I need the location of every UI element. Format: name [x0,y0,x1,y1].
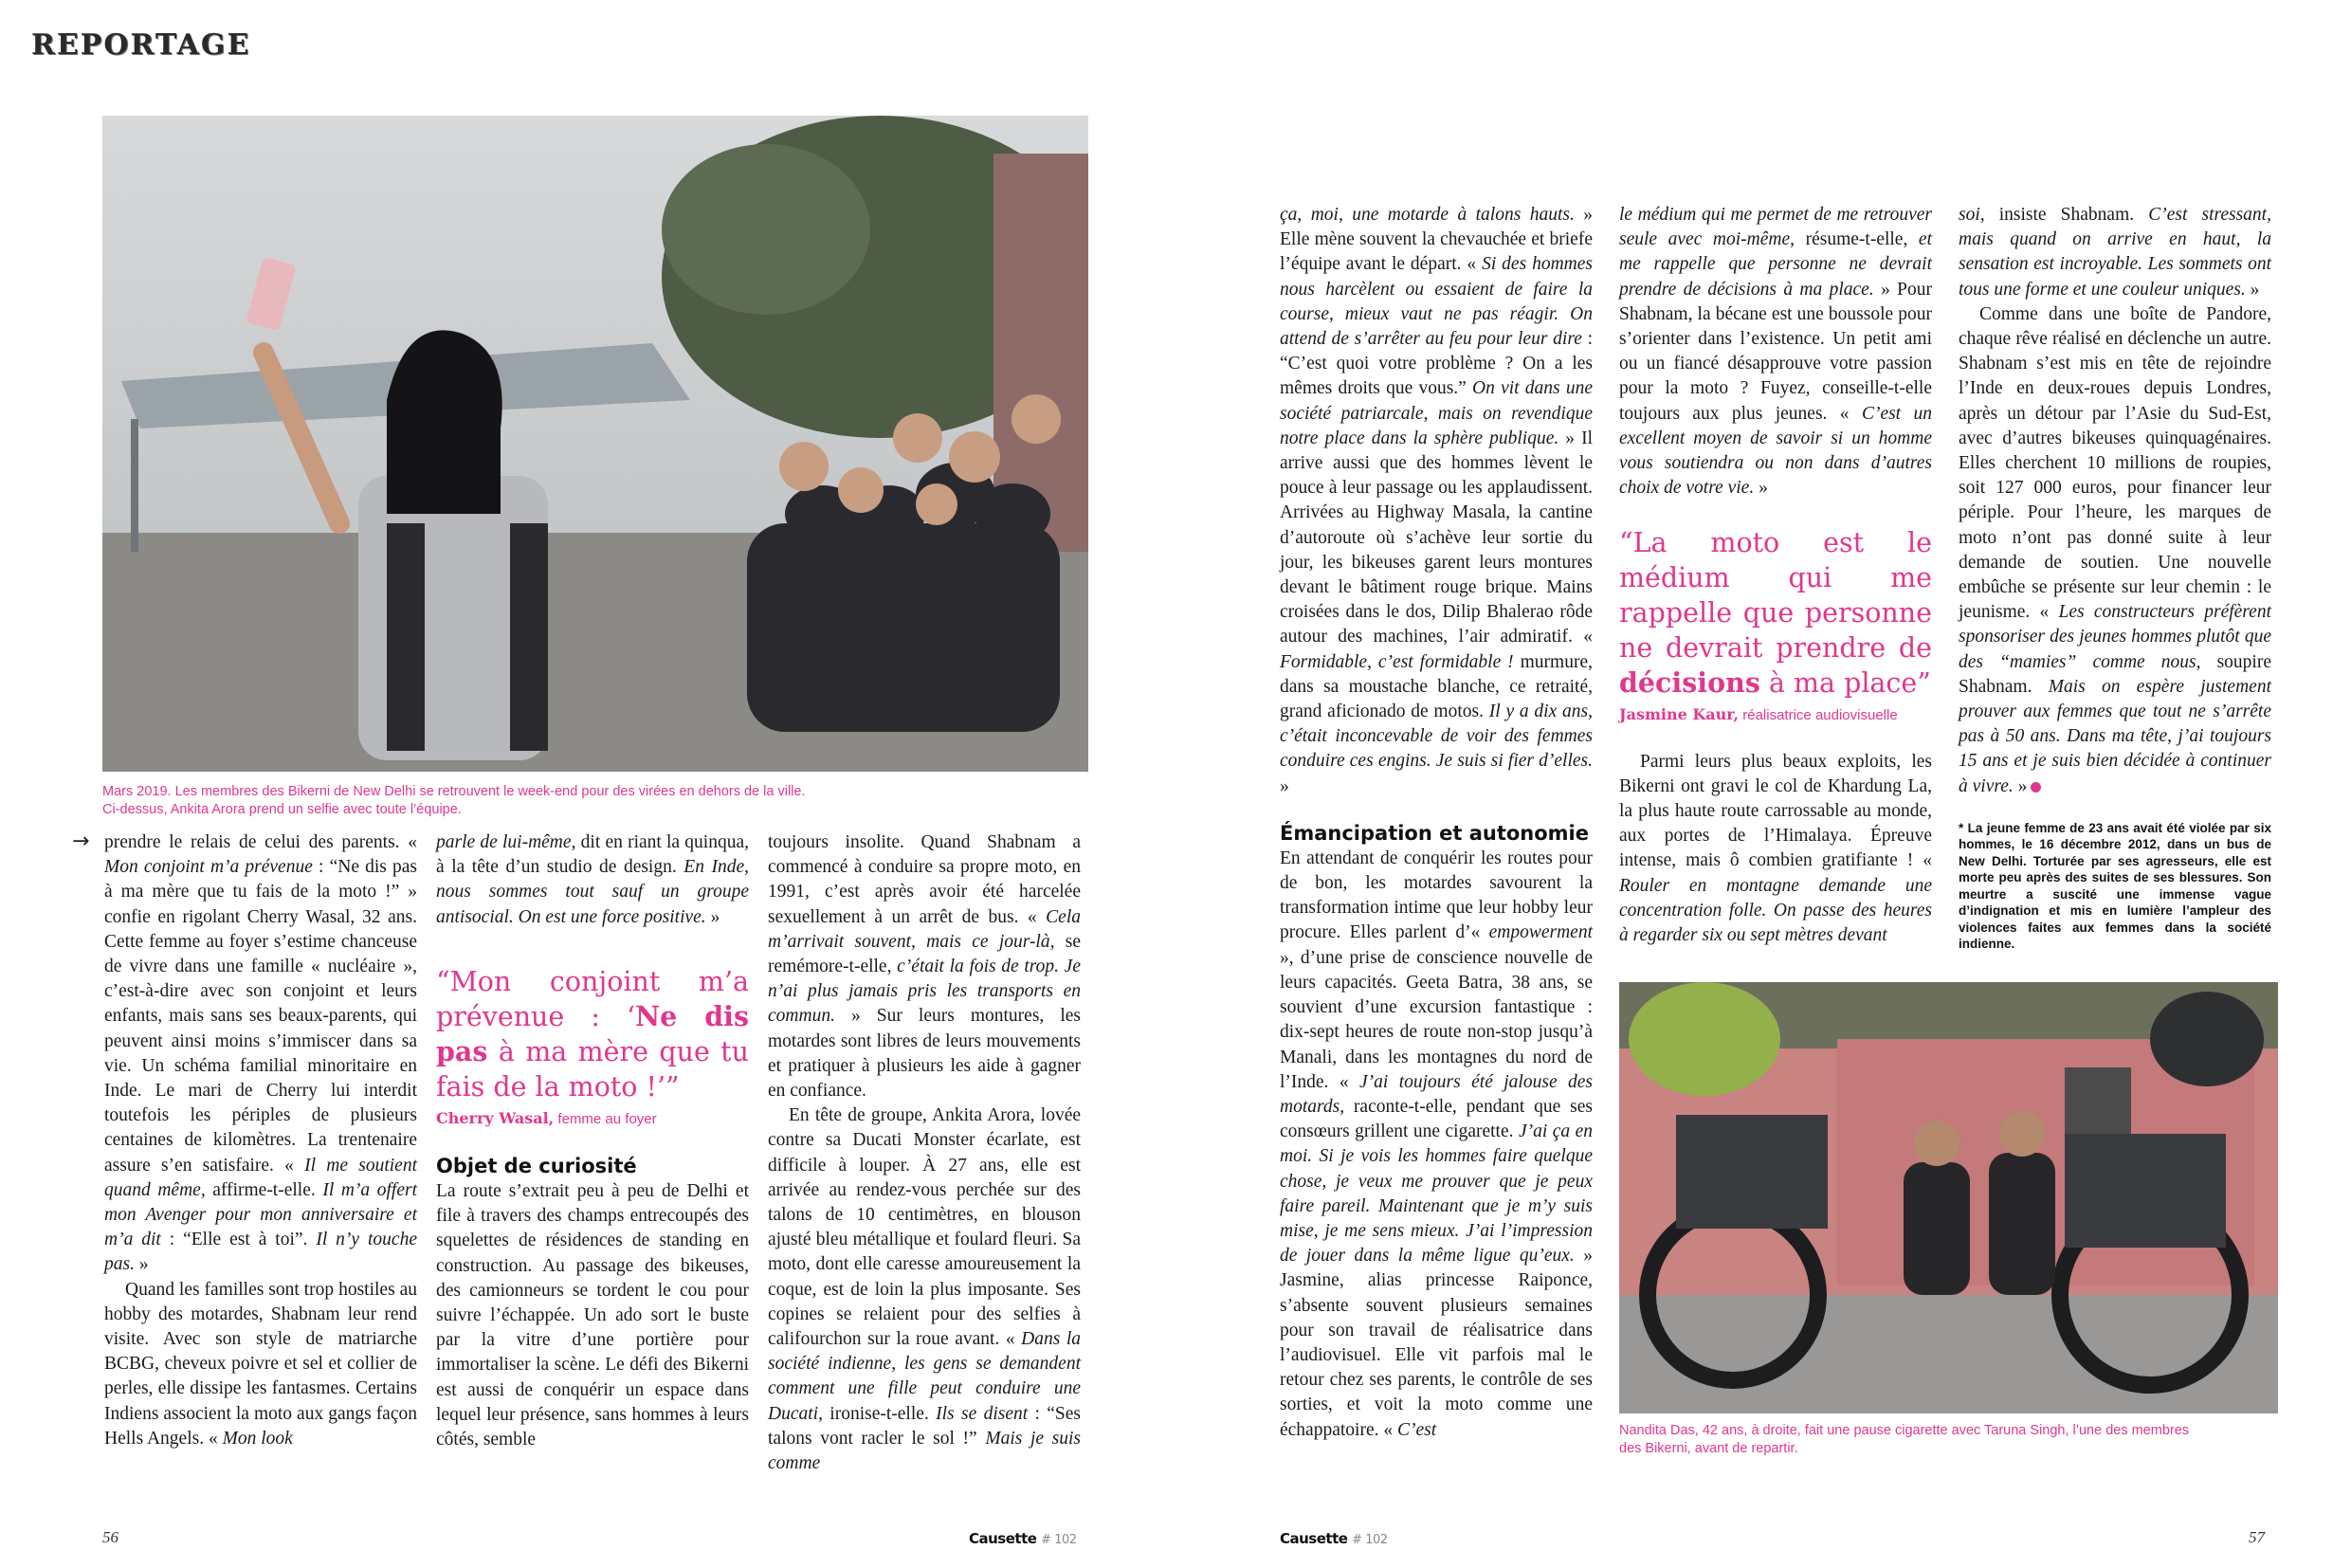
text-run: En tête de groupe, Ankita Arora, lovée contre sa Ducati Monster écarlate, est difficile à louper. À 27 ans, elle est arrivée au rendez-vous perchée sur des talons de 10 centimètres, en blouson ajusté bleu métallique et foulard fleuri. Sa moto, dont elle caresse amoureusement la coque, est de loin la plus imposante. Ses copines se relaient pour des selfies à califourchon sur la roue avant. « [768,1105,1081,1350]
article-column-4 [1280,203,1593,1443]
pull-quote-part: “Mon conjoint m’a prévenue : ‘ [436,965,749,1032]
issue-number: # 102 [1041,1533,1077,1547]
italic-quote-run: c’était la fois de trop. Je n’ai plus jamais pris les transports en commun. [768,957,1081,1027]
text-run: murmure, dans sa moustache blanche, ce retraité, grand aficionado de motos. [1280,651,1593,722]
italic-quote-run: Il n’y touche pas. [104,1230,417,1275]
italic-quote-run: Il m’a offert mon Avenger pour mon anniversaire et m’a dit [104,1179,418,1250]
magazine-footer-left [969,1530,1077,1547]
photo-selfie-illustration [102,116,1088,772]
pull-quote-part: à ma place” [1759,667,1931,700]
pull-quote-text [436,964,749,1104]
text-run: soupire Shabnam. [1959,651,2272,697]
paragraph [1959,302,2271,799]
italic-quote-run: Dans la société indienne, les gens se demandent comment une fille peut conduire une Ducati, [768,1329,1081,1424]
continuation-arrow-icon: → [72,830,90,853]
text-run: Parmi leurs plus beaux exploits, les Bikerni ont gravi le col de Khardung La, la plus haute route carrossable au monde, aux portes de l’Himalaya. Épreuve intense, mais ô combien gratifiante ! « [1619,751,1932,871]
italic-quote-run: Rouler en montagne demande une concentration folle. On passe des heures à regarder six ou sept mètres devant [1619,875,1932,946]
text-run: insiste Shabnam. [1984,205,2149,225]
italic-quote-run: Cela m’arrivait souvent, mais ce jour-là, [768,906,1081,952]
italic-quote-run: empowerment [1488,922,1593,943]
text-run: Quand les familles sont trop hostiles au hobby des motardes, Shabnam leur rend visite. Avec son style de matriarche BCBG, cheveux poivre et sel et collier de perles, elle dissipe les fantasmes. Certains Indiens associent la moto aux gangs façon Hells Angels. « [104,1279,417,1449]
italic-quote-run: C’est un excellent moyen de savoir si un homme vous soutiendra ou non dans d’autres choix de votre vie. [1619,403,1932,499]
text-run: : “C’est quoi votre problème ? On a les mêmes droits que vous.” [1280,329,1594,399]
italic-quote-run: On vit dans une société patriarcale, mais on revendique notre place dans la sphère publique. [1280,378,1593,448]
text-run: » Jasmine, alias princesse Raiponce, s’absente souvent plusieurs semaines pour son travail de réalisatrice dans l’audiovisuel. Elle vit parfois mal le retour chez ses parents, le contrôle de ses sorties, et voit la moto comme une échappatoire. « [1280,1246,1593,1440]
italic-quote-run: soi, [1959,205,1985,225]
italic-quote-run: Mais je suis comme [768,1428,1081,1474]
brand-name: Causette [969,1530,1037,1547]
pull-quote-jasmine [1619,525,1932,728]
text-run: prendre le relais de celui des parents. « [104,832,417,852]
italic-quote-run: parle de lui-même [436,832,572,852]
brand-name: Causette [1280,1530,1348,1547]
page-number-left: 56 [102,1528,118,1546]
photo-pause-illustration [1619,982,2278,1413]
paragraph-text [1959,304,2271,796]
photo-bikers-pause [1619,982,2278,1413]
pull-quote-emphasis: Ne dis pas [436,999,750,1067]
italic-quote-run: le médium qui me permet de me retrouver seule avec moi-même, [1619,205,1932,250]
credit-role: réalisatrice audiovisuelle [1739,707,1898,724]
article-column-6 [1959,203,2271,953]
article-column-2 [436,830,749,1452]
text-run: : “Elle est à toi”. [160,1230,317,1250]
photo2-caption-line1: Nandita Das, 42 ans, à droite, fait une pause cigarette avec Taruna Singh, l’une des membres [1619,1423,2190,1438]
italic-quote-run: Mon conjoint m’a prévenue [104,857,313,878]
italic-quote-run: Formidable, c’est formidable ! [1280,651,1514,672]
text-run: : “Ne dis pas à ma mère que tu fais de la moto !” » confie en rigolant Cherry Wasal, 32 ans. Cette femme au foyer s’estime chanceuse de vivre dans une famille « nucléaire », c’est-à-dire avec son conjoint et leurs enfants, mais sans ses beaux-parents, qui peuvent ainsi moins s’immiscer dans sa vie. Un schéma familial minoritaire en Inde. Le mari de Cherry lui interdit toutefois les périples de plusieurs centaines de kilomètres. La trentenaire assure s’en satisfaire. « [104,857,418,1176]
text-run: raconte-t-elle, pendant que ses consœurs grillent une cigarette. [1280,1096,1593,1142]
text-run: » [2013,775,2028,796]
italic-quote-run: ça, moi, une motarde à talons hauts. [1280,205,1575,225]
text-run: affirme-t-elle. [205,1179,323,1200]
paragraph [1619,203,1932,501]
pull-quote-credit [1619,702,1932,728]
paragraph [1619,750,1932,949]
text-run: » [2245,279,2260,300]
paragraph: La route s’extrait peu à peu de Delhi et file à travers des champs entrecoupés des squelettes de résidences de standing en construction. Au passage des bikeuses, des camionneurs se tordent le cou pour suivre l’échappée. Un ado sort le buste par la vitre d’une portière pour immortaliser la scène. Le défi des Bikerni est aussi de conquérir un espace dans lequel leur présence, sans hommes à leurs côtés, semble [436,1181,749,1450]
issue-number: # 102 [1352,1533,1388,1547]
italic-quote-run: Il me soutient quand même, [104,1155,417,1200]
section-label: REPORTAGE [31,28,251,62]
italic-quote-run: C’est [1396,1419,1437,1440]
text-run: » [705,906,720,927]
italic-quote-run: et me rappelle que personne ne devrait prendre de décisions à ma place. [1619,229,1932,300]
paragraph [104,830,417,1278]
text-run: se remémore-t-elle, [768,931,1081,977]
text-run: » [1280,775,1289,796]
italic-quote-run: Il y a dix ans, c’était inconcevable de voir des femmes conduire ces engins. Je suis si fier d’elles. [1280,702,1593,772]
page-number-right: 57 [2249,1528,2265,1546]
end-mark-dot-icon [2031,782,2041,793]
credit-role: femme au foyer [554,1110,657,1127]
paragraph [1280,847,1593,1443]
subheading-emancipation: Émancipation et autonomie [1280,821,1590,845]
photo2-caption-line2: des Bikerni, avant de repartir. [1619,1441,1798,1456]
article-column-1 [104,830,417,1451]
text-run: » Il arrive aussi que des hommes lèvent le pouce à leur passage ou les applaudissent. Arrivées au Highway Masala, la cantine d’autoroute où s’achève leur sortie du jour, les bikeuses garent leurs montures devant le bâtiment rouge brique. Mains croisées dans le dos, Dilip Bhalerao rôde autour des machines, l’air admiratif. « [1280,428,1593,647]
pull-quote-part: à ma mère que tu fais de la moto !’” [436,1035,749,1103]
pull-quote-part: “La moto est le médium qui me rappelle que personne ne devrait prendre de [1619,527,1932,665]
italic-quote-run: J’ai ça en moi. Si je vois les hommes faire quelque chose, je veux me prouver que je peux faire pareil. Maintenant que je m’y suis mise, je me sens mieux. J’ai l’impression de jouer dans la même ligue qu’eux. [1280,1121,1593,1267]
text-run: toujours insolite. Quand Shabnam a commencé à conduire sa propre moto, en 1991, c’est après avoir été harcelée sexuellement à un arrêt de bus. « [768,832,1081,927]
text-run: » Elle mène souvent la chevauchée et briefe l’équipe avant le départ. « [1280,205,1594,275]
pull-quote-emphasis: décisions [1619,666,1760,700]
pull-quote-text [1619,525,1932,701]
text-run: », d’une prise de conscience nouvelle de leurs capacités. Geeta Batra, 38 ans, se souvient d’une excursion fantastique : dix-sept heures de route non-stop jusqu’à Manali, dans les montagnes du nord de l’Inde. « [1280,947,1593,1092]
article-column-5 [1619,203,1932,948]
text-run: Comme dans une boîte de Pandore, chaque rêve réalisé en déclenche un autre. Shabnam s’est mis en tête de rejoindre l’Inde en deux-roues depuis Londres, après un détour par l’Asie du Sud-Est, avec d’autres bikeuses quinquagénaires. Elles cherchent 10 millions de roupies, soit 127 000 euros, pour financer leur périple. Pour l’heure, les marques de moto n’ont pas donné suite à leur demande de soutien. Une nouvelle embûche se présente sur leur chemin : le jeunisme. « [1959,303,2271,623]
paragraph [436,830,749,930]
article-column-3 [768,830,1081,1476]
photo1-caption-line2: Ci-dessus, Ankita Arora prend un selfie avec toute l’équipe. [102,802,462,817]
paragraph [768,1103,1081,1476]
text-run: , dit en riant la quinqua, à la tête d’un studio de design. [436,832,750,878]
paragraph [1280,203,1593,799]
text-run: » Pour Shabnam, la bécane est une boussole pour s’orienter dans l’existence. Un petit ami ou un fiancé désapprouve votre passion pour la moto ? Fuyez, conseille-t-elle toujours aux plus jeunes. « [1619,279,1933,424]
paragraph [104,1278,417,1451]
text-run: » [134,1254,149,1275]
italic-quote-run: Ils se disent [936,1403,1029,1424]
italic-quote-run: Si des hommes nous harcèlent ou essaient de faire la course, mieux vaut ne pas réagir. On attend de s’arrêter au feu pour leur dire [1280,254,1593,350]
text-run: En attendant de conquérir les routes pour de bon, les motardes savourent la transformation intime que leur hobby leur procure. Elles parlent d’« [1280,848,1593,943]
text-run: : “Ses talons vont racler le sol !” [768,1403,1081,1449]
text-run: ironise-t-elle. [822,1403,937,1424]
magazine-footer-right [1280,1530,1388,1547]
text-run: résume-t-elle, [1795,229,1919,250]
subheading-objet-de-curiosite: Objet de curiosité [436,1155,637,1178]
italic-quote-run: Les constructeurs préfèrent sponsoriser des jeunes hommes plutôt que des “mamies” comme nous, [1959,602,2271,672]
pull-quote-credit [436,1106,749,1132]
photo1-caption [102,783,1088,819]
credit-name: Cherry Wasal, [436,1108,555,1127]
paragraph [768,830,1081,1103]
text-run: » Sur leurs montures, les motardes sont libres de leurs mouvements et pratiquer à plusieurs les aide à gagner en confiance. [768,1006,1081,1102]
pull-quote-cherry [436,964,749,1132]
text-run: » [1754,478,1768,499]
photo2-caption [1619,1422,2278,1458]
italic-quote-run: Mais on espère justement prouver aux femmes que tout ne s’arrête pas à 50 ans. Dans ma tête, j’ai toujours 15 ans et je suis bien décidée à continuer à vivre. [1959,676,2271,796]
italic-quote-run: C’est stressant, mais quand on arrive en haut, la sensation est incroyable. Les sommets ont tous une forme et une couleur uniques. [1959,205,2271,300]
italic-quote-run: J’ai toujours été jalouse des motards, [1280,1071,1593,1117]
photo1-caption-line1: Mars 2019. Les membres des Bikerni de New Delhi se retrouvent le week-end pour des virées en dehors de la ville. [102,784,806,799]
paragraph [1959,203,2271,302]
italic-quote-run: En Inde, nous sommes tout sauf un groupe antisocial. On est une force positive. [436,857,750,927]
credit-name: Jasmine Kaur, [1619,705,1740,724]
photo-bikerni-selfie [102,116,1088,772]
footnote: * La jeune femme de 23 ans avait été violée par six hommes, le 16 décembre 2012, dans un bus de New Delhi. Torturée par ses agresseurs, elle est morte peu après des suites de ses blessures. Son meurtre a suscité une immense vague d’indignation et mis en lumière l’ampleur des violences faites aux femmes dans la société indienne. [1959,820,2271,952]
italic-quote-run: Mon look [222,1428,293,1449]
